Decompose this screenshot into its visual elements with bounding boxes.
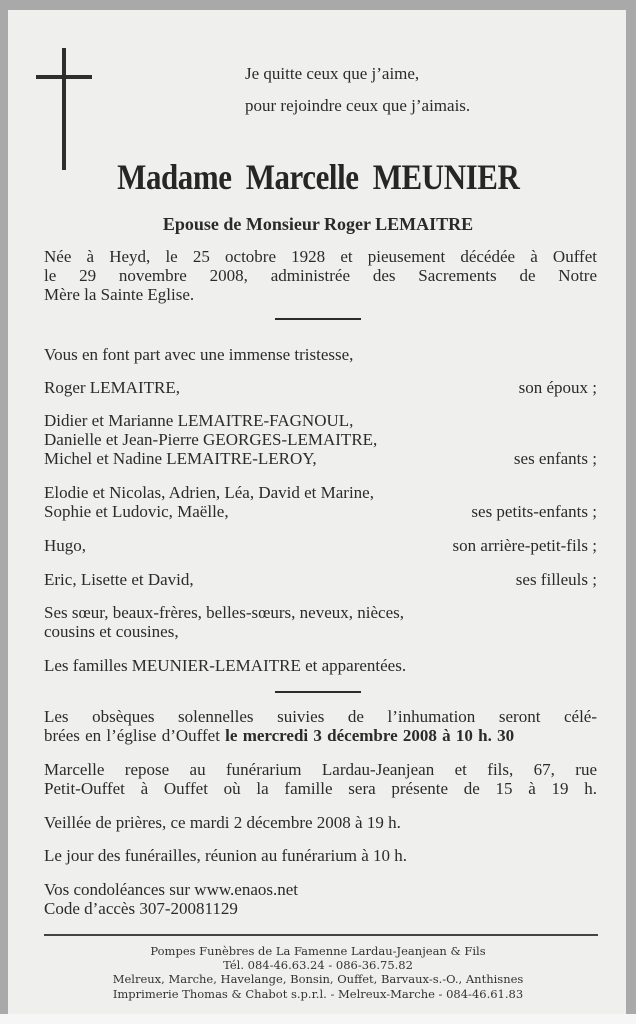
- vigil-text: Veillée de prières, ce mardi 2 décembre 2008 à 19 h.: [44, 813, 401, 832]
- funeral-date-time: le mercredi 3 décembre 2008 à 10 h. 30: [225, 726, 515, 745]
- family-extended-line-1: Ses sœur, beaux-frères, belles-sœurs, neveux, nièces,: [44, 603, 404, 622]
- footer-printer: Imprimerie Thomas & Chabot s.p.r.l. - Melreux-Marche - 084-46.61.83: [112, 987, 524, 1001]
- birth-death-line-1: Née à Heyd, le 25 octobre 1928 et pieusement décédée à Ouffet: [44, 247, 597, 266]
- bottom-strip: [0, 1014, 636, 1024]
- meeting-text: Le jour des funérailles, réunion au funérarium à 10 h.: [44, 846, 408, 865]
- divider-2: [275, 691, 361, 693]
- quote-line-1: Je quitte ceux que j’aime,: [245, 64, 420, 83]
- birth-death-line-2: le 29 novembre 2008, administrée des Sacrements de Notre: [44, 266, 597, 285]
- family-children-relation: ses enfants ;: [513, 449, 597, 468]
- footer-locations: Melreux, Marche, Havelange, Bonsin, Ouffet, Barvaux-s.-O., Anthisnes: [112, 972, 524, 986]
- family-grandchildren-relation: ses petits-enfants ;: [471, 502, 597, 521]
- repose-line-2: Petit-Ouffet à Ouffet où la famille sera présente de 15 à 19 h.: [44, 779, 597, 798]
- condolences-access-code: Code d’accès 307-20081129: [44, 899, 238, 918]
- condolences-website: Vos condoléances sur www.enaos.net: [44, 880, 298, 899]
- family-godchildren-name: Eric, Lisette et David,: [44, 570, 194, 589]
- family-children-name-1: Didier et Marianne LEMAITRE-FAGNOUL,: [44, 411, 354, 430]
- family-extended-line-2: cousins et cousines,: [44, 622, 179, 641]
- family-great-grandchild-name: Hugo,: [44, 536, 87, 555]
- family-spouse-name: Roger LEMAITRE,: [44, 378, 180, 397]
- divider-1: [275, 318, 361, 320]
- birth-death-line-3: Mère la Sainte Eglise.: [44, 285, 195, 304]
- funeral-line-2: [44, 726, 597, 745]
- announcement-intro: Vous en font part avec une immense tristesse,: [44, 345, 354, 364]
- family-godchildren-relation: ses filleuls ;: [515, 570, 597, 589]
- family-spouse-relation: son époux ;: [518, 378, 597, 397]
- deceased-name-title: Madame Marcelle MEUNIER: [117, 157, 520, 197]
- family-related-families: Les familles MEUNIER-LEMAITRE et apparentées.: [44, 656, 407, 675]
- family-great-grandchild-relation: son arrière-petit-fils ;: [452, 536, 597, 555]
- family-children-name-3: Michel et Nadine LEMAITRE-LEROY,: [44, 449, 317, 468]
- funeral-line-1: Les obsèques solennelles suivies de l’inhumation seront célé-: [44, 707, 597, 726]
- quote-line-2: pour rejoindre ceux que j’aimais.: [245, 96, 471, 115]
- spouse-subtitle: Epouse de Monsieur Roger LEMAITRE: [162, 214, 474, 234]
- footer-funeral-home: Pompes Funèbres de La Famenne Lardau-Jeanjean & Fils: [150, 944, 486, 958]
- family-grandchildren-name-2: Sophie et Ludovic, Maëlle,: [44, 502, 229, 521]
- family-children-name-2: Danielle et Jean-Pierre GEORGES-LEMAITRE,: [44, 430, 378, 449]
- family-grandchildren-name-1: Elodie et Nicolas, Adrien, Léa, David et Marine,: [44, 483, 374, 502]
- footer-phone: Tél. 084-46.63.24 - 086-36.75.82: [223, 958, 413, 972]
- repose-line-1: Marcelle repose au funérarium Lardau-Jeanjean et fils, 67, rue: [44, 760, 597, 779]
- footer-divider: [44, 934, 598, 936]
- funeral-location: brées en l’église d’Ouffet: [44, 726, 226, 745]
- cross-icon: [36, 48, 92, 170]
